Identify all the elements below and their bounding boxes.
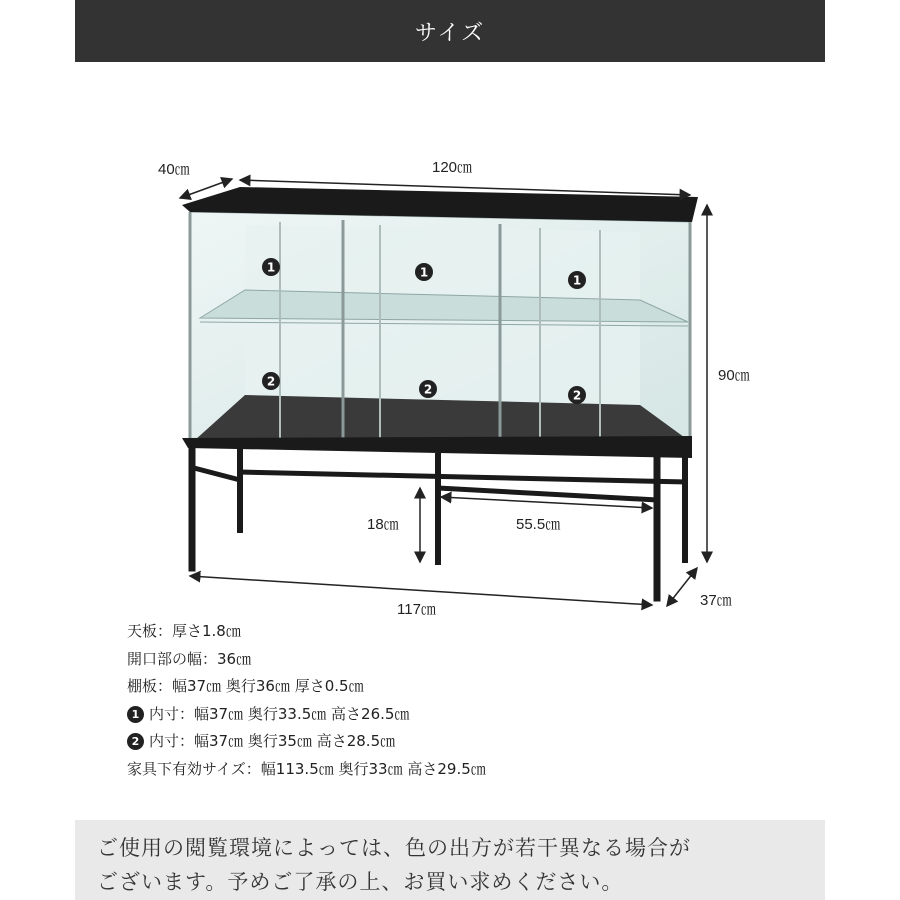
spec-line [127, 701, 727, 729]
dim-height: 90㎝ [718, 367, 750, 384]
spec-text: 棚板：幅37㎝ 奥行36㎝ 厚さ0.5㎝ [127, 677, 364, 695]
spec-text: 家具下有効サイズ：幅113.5㎝ 奥行33㎝ 高さ29.5㎝ [127, 759, 486, 778]
spec-text: 内寸：幅37㎝ 奥行33.5㎝ 高さ26.5㎝ [149, 704, 410, 723]
spec-line [127, 728, 727, 756]
spec-list [127, 618, 727, 783]
marker-label: 2 [572, 388, 582, 403]
color-notice [75, 820, 825, 900]
marker-2-center [419, 380, 437, 398]
dim-inner-span: 55.5㎝ [516, 516, 561, 533]
spec-line [127, 618, 727, 646]
spec-line [127, 673, 727, 701]
number-badge: 1 [127, 706, 144, 723]
spec-line [127, 756, 727, 784]
spec-text: 内寸：幅37㎝ 奥行35㎝ 高さ28.5㎝ [149, 732, 396, 750]
dim-width-bottom: 117㎝ [397, 601, 436, 618]
spec-line [127, 646, 727, 674]
spec-text: 開口部の幅：36㎝ [127, 649, 252, 668]
marker-label: 1 [419, 265, 429, 280]
spec-text: 天板：厚さ1.8㎝ [127, 622, 241, 640]
marker-label: 2 [266, 374, 276, 389]
dim-depth-top: 40㎝ [158, 161, 190, 178]
marker-2-right [568, 386, 586, 404]
notice-line-1: ご使用の閲覧環境によっては、色の出方が若干異なる場合が [97, 836, 691, 860]
marker-label: 1 [572, 273, 582, 288]
marker-1-center [415, 263, 433, 281]
section-title: サイズ [414, 20, 486, 46]
marker-1-left [262, 258, 280, 276]
marker-label: 1 [266, 260, 276, 275]
marker-label: 2 [423, 382, 433, 397]
steel-legs [192, 450, 685, 598]
dim-leg-height: 18㎝ [367, 516, 399, 533]
notice-line-2: ございます。予めご了承の上、お買い求めください。 [97, 870, 624, 894]
number-badge: 2 [127, 733, 144, 750]
dim-width-top: 120㎝ [432, 159, 473, 176]
glass-cabinet [190, 212, 690, 452]
marker-1-right [568, 271, 586, 289]
marker-2-left [262, 372, 280, 390]
dim-depth-bottom: 37㎝ [700, 592, 732, 609]
